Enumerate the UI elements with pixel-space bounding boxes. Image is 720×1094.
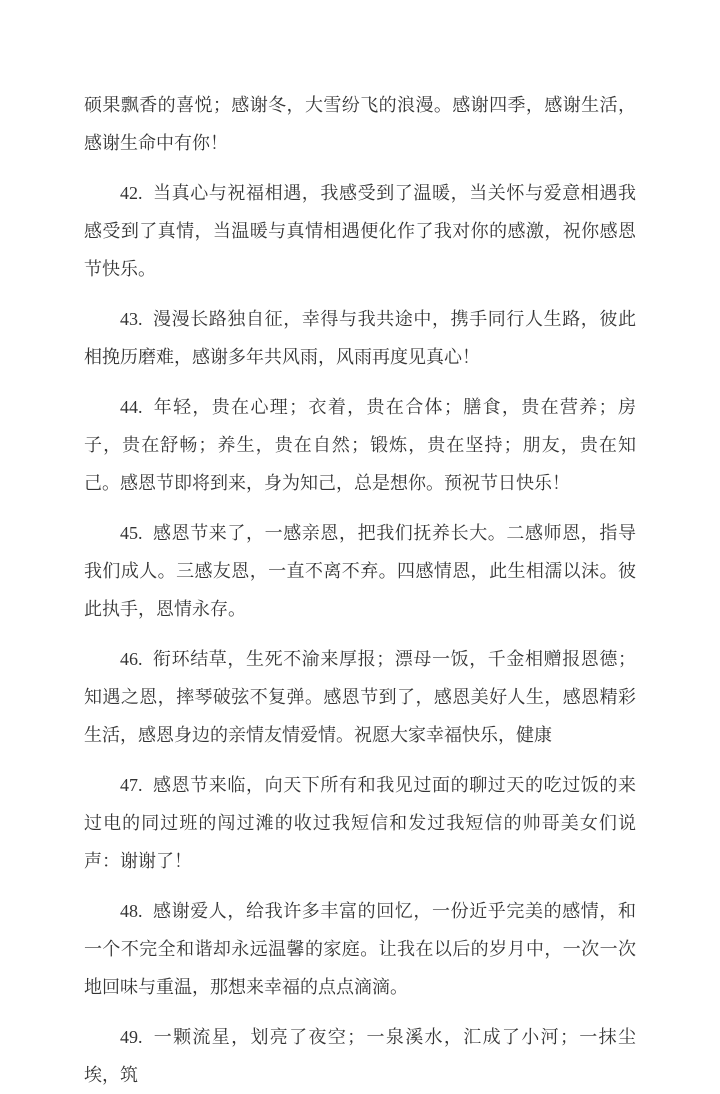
item-text: 衔环结草，生死不渝来厚报；漂母一饭，千金相赠报恩德；知遇之恩，摔琴破弦不复弹。感恩节到了，感恩美好人生，感恩精彩生活，感恩身边的亲情友情爱情。祝愿大家幸福快乐，健康 bbox=[84, 649, 636, 745]
numbered-paragraph bbox=[84, 892, 636, 1006]
item-text: 感恩节来临，向天下所有和我见过面的聊过天的吃过饭的来过电的同过班的闯过滩的收过我短信和发过我短信的帅哥美女们说声：谢谢了！ bbox=[84, 775, 636, 871]
numbered-paragraph bbox=[84, 640, 636, 754]
item-number: 45. bbox=[120, 523, 143, 543]
numbered-paragraph bbox=[84, 300, 636, 376]
item-text: 当真心与祝福相遇，我感受到了温暖，当关怀与爱意相遇我感受到了真情，当温暖与真情相遇便化作了我对你的感激，祝你感恩节快乐。 bbox=[84, 183, 636, 279]
item-number: 48. bbox=[120, 901, 143, 921]
numbered-paragraph bbox=[84, 174, 636, 288]
numbered-paragraph bbox=[84, 766, 636, 880]
item-text: 感谢爱人，给我许多丰富的回忆，一份近乎完美的感情，和一个不完全和谐却永远温馨的家庭。让我在以后的岁月中，一次一次地回味与重温，那想来幸福的点点滴滴。 bbox=[84, 901, 636, 997]
item-text: 感恩节来了，一感亲恩，把我们抚养长大。二感师恩，指导我们成人。三感友恩，一直不离不弃。四感情恩，此生相濡以沫。彼此执手，恩情永存。 bbox=[84, 523, 636, 619]
item-number: 49. bbox=[120, 1027, 143, 1047]
item-number: 43. bbox=[120, 309, 143, 329]
numbered-paragraph bbox=[84, 388, 636, 502]
item-text: 漫漫长路独自征，幸得与我共途中，携手同行人生路，彼此相挽历磨难，感谢多年共风雨，风雨再度见真心！ bbox=[84, 309, 636, 367]
item-number: 44. bbox=[120, 397, 143, 417]
item-number: 42. bbox=[120, 183, 143, 203]
numbered-paragraph bbox=[84, 1018, 636, 1094]
item-number: 47. bbox=[120, 775, 143, 795]
numbered-list bbox=[84, 174, 636, 1094]
numbered-paragraph bbox=[84, 514, 636, 628]
item-number: 46. bbox=[120, 649, 143, 669]
item-text: 一颗流星，划亮了夜空；一泉溪水，汇成了小河；一抹尘埃，筑 bbox=[84, 1027, 636, 1085]
item-text: 年轻，贵在心理；衣着，贵在合体；膳食，贵在营养；房子，贵在舒畅；养生，贵在自然；锻炼，贵在坚持；朋友，贵在知己。感恩节即将到来，身为知己，总是想你。预祝节日快乐！ bbox=[84, 397, 636, 493]
paragraph-continuation: 硕果飘香的喜悦；感谢冬，大雪纷飞的浪漫。感谢四季，感谢生活，感谢生命中有你！ bbox=[84, 95, 636, 153]
